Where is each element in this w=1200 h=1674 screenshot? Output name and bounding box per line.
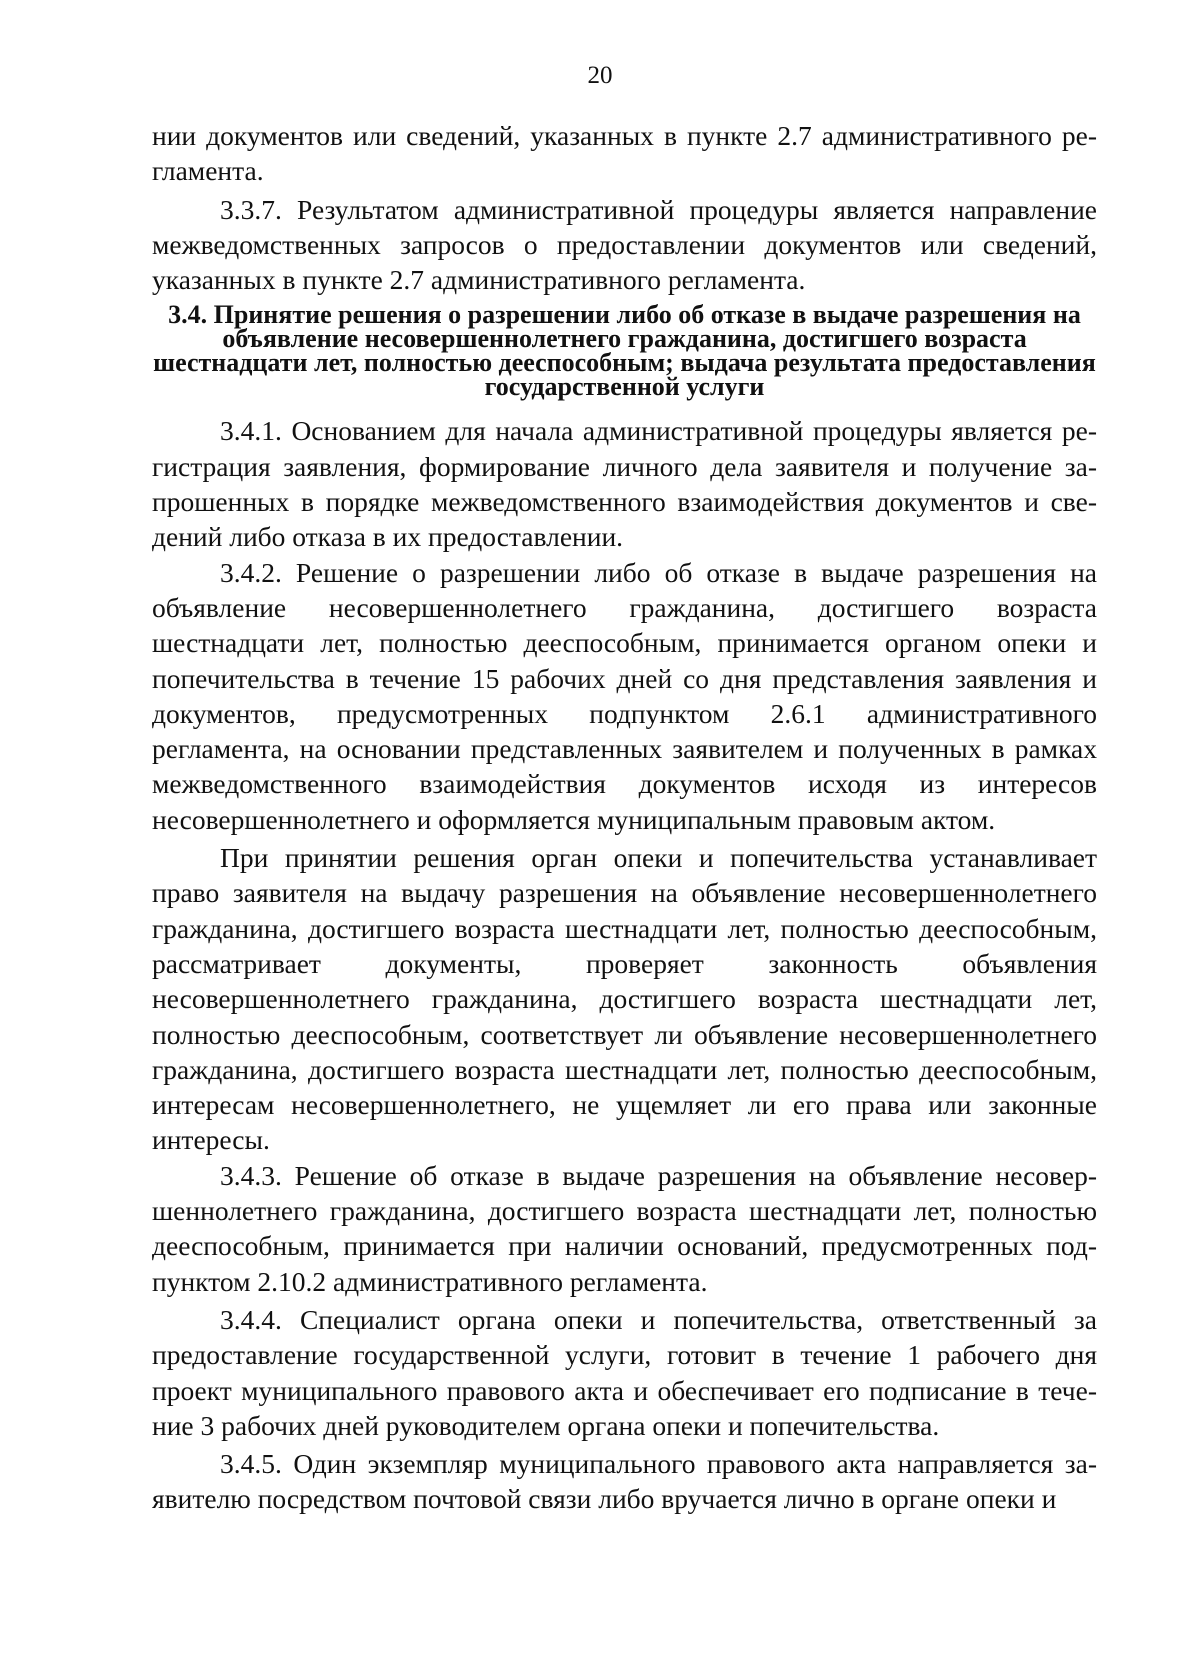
- paragraph-continuation: нии документов или сведений, указанных в пункте 2.7 административного регламента.: [152, 120, 1097, 187]
- paragraph-3-3-7: 3.3.7. Результатом административной процедуры является направление межведомственных запросов о предоставлении документов или сведений, указанных в пункте 2.7 административного регламента.: [152, 193, 1097, 296]
- paragraph-3-4-1: 3.4.1. Основанием для начала административной процедуры является регистрация заявления, формирование личного дела заявителя и получение запрошенных в порядке межведомственного взаимодействия документов и сведений либо отказа в их предоставлении.: [152, 415, 1097, 553]
- document-body: [152, 118, 1097, 1517]
- paragraph-3-4-3: 3.4.3. Решение об отказе в выдаче разрешения на объявление несовершеннолетнего гражданина, достигшего возраста шестнадцати лет, полностью дееспособным, принимается при наличии оснований, предусмотренных подпунктом 2.10.2 административного регламента.: [152, 1159, 1097, 1297]
- paragraph-3-4-4: 3.4.4. Специалист органа опеки и попечительства, ответственный за предоставление государственной услуги, готовит в течение 1 рабочего дня проект муниципального правового акта и обеспечивает его подписание в течение 3 рабочих дней руководителем органа опеки и попечительства.: [152, 1303, 1097, 1441]
- paragraph-3-4-5: 3.4.5. Один экземпляр муниципального правового акта направляется заявителю посредством почтовой связи либо вручается лично в органе опеки и: [152, 1448, 1097, 1515]
- paragraph-decision-process: При принятии решения орган опеки и попечительства устанавливает право заявителя на выдачу разрешения на объявление несовершеннолетнего гражданина, достигшего возраста шестнадцати лет, полностью дееспособным, рассматривает документы, проверяет законность объявления несовершеннолетнего гражданина, достигшего возраста шестнадцати лет, полностью дееспособным, соответствует ли объявление несовершеннолетнего гражданина, достигшего возраста шестнадцати лет, полностью дееспособным, интересам несовершеннолетнего, не ущемляет ли его права или законные интересы.: [152, 842, 1097, 1156]
- section-heading-3-4: 3.4. Принятие решения о разрешении либо об отказе в выдаче разрешения на объявление несовершеннолетнего гражданина, достигшего возраста шестнадцати лет, полностью дееспособным; выдача результата предоставления государственной услуги: [153, 300, 1096, 402]
- page-number: 20: [587, 62, 613, 89]
- paragraph-3-4-2: 3.4.2. Решение о разрешении либо об отказе в выдаче разрешения на объявление несовершеннолетнего гражданина, достигшего возраста шестнадцати лет, полностью дееспособным, принимается органом опеки и попечительства в течение 15 рабочих дней со дня представления заявления и документов, предусмотренных подпунктом 2.6.1 административного регламента, на основании представленных заявителем и полученных в рамках межведомственного взаимодействия документов исходя из интересов несовершеннолетнего и оформляется муниципальным правовым актом.: [152, 556, 1097, 835]
